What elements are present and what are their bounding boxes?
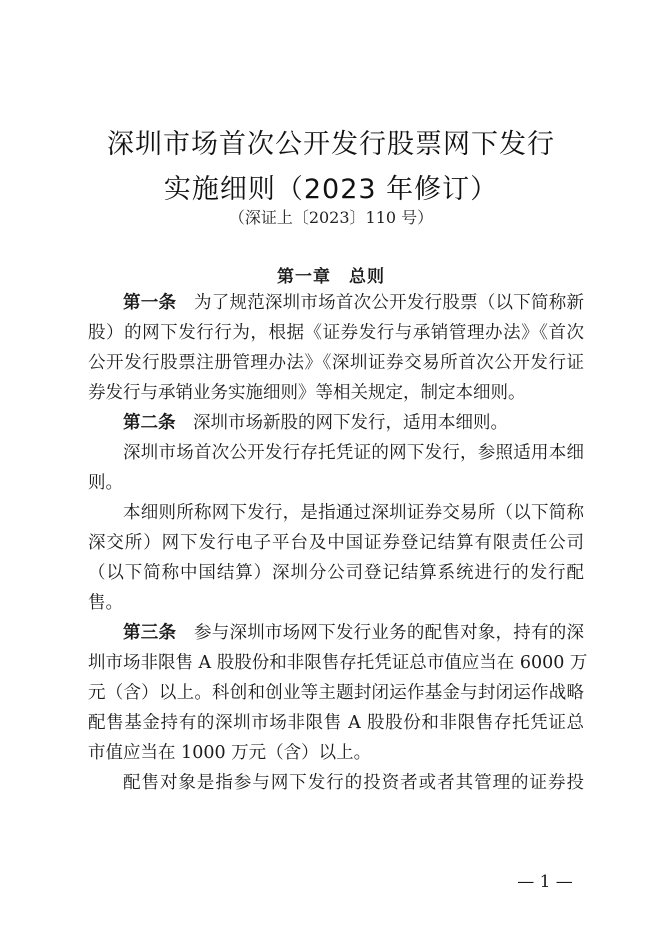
paragraph-line: 本细则所称网下发行，是指通过深圳证券交易所（以下简称 [123, 503, 584, 523]
paragraph-line: 圳市场非限售 A 股股份和非限售存托凭证总市值应当在 6000 万 [88, 653, 588, 673]
paragraph-line: 深圳市场新股的网下发行，适用本细则。 [175, 413, 508, 433]
article-label: 第二条 [123, 413, 176, 433]
paragraph-line: （以下简称中国结算）深圳分公司登记结算系统进行的发行配 [88, 563, 584, 583]
body-paragraph [88, 768, 584, 798]
document-title-line-2: 实施细则（2023 年修订） [163, 174, 499, 205]
paragraph-line: 售。 [88, 593, 123, 613]
paragraph-line: 参与深圳市场网下发行业务的配售对象，持有的深 [176, 623, 585, 643]
article-paragraph [88, 408, 584, 438]
paragraph-line: 元（含）以上。科创和创业等主题封闭运作基金与封闭运作战略 [88, 683, 584, 703]
chapter-heading: 第一章 总则 [277, 267, 385, 287]
paragraph-line: 公开发行股票注册管理办法》《深圳证券交易所首次公开发行证 [88, 353, 584, 373]
body-paragraph [88, 438, 584, 498]
paragraph-line: 为了规范深圳市场首次公开发行股票（以下简称新 [176, 293, 585, 313]
page-number: — 1 — [517, 872, 573, 892]
paragraph-line: 深交所）网下发行电子平台及中国证券登记结算有限责任公司 [88, 533, 584, 553]
paragraph-line: 配售对象是指参与网下发行的投资者或者其管理的证券投 [123, 773, 584, 793]
article-label: 第三条 [123, 623, 177, 643]
paragraph-line: 股）的网下发行行为，根据《证券发行与承销管理办法》《首次 [88, 323, 584, 343]
paragraph-line: 则。 [88, 473, 123, 493]
paragraph-line: 券发行与承销业务实施细则》等相关规定，制定本细则。 [88, 383, 526, 403]
document-title-line-1: 深圳市场首次公开发行股票网下发行 [107, 129, 555, 160]
document-body [88, 288, 588, 798]
body-paragraph [88, 498, 584, 618]
article-label: 第一条 [123, 293, 177, 313]
article-paragraph [88, 288, 584, 408]
article-paragraph [88, 618, 588, 768]
document-number: （深证上〔2023〕110 号） [228, 208, 434, 227]
paragraph-line: 市值应当在 1000 万元（含）以上。 [88, 743, 372, 763]
paragraph-line: 深圳市场首次公开发行存托凭证的网下发行，参照适用本细 [123, 443, 584, 463]
paragraph-line: 配售基金持有的深圳市场非限售 A 股股份和非限售存托凭证总 [88, 713, 584, 733]
